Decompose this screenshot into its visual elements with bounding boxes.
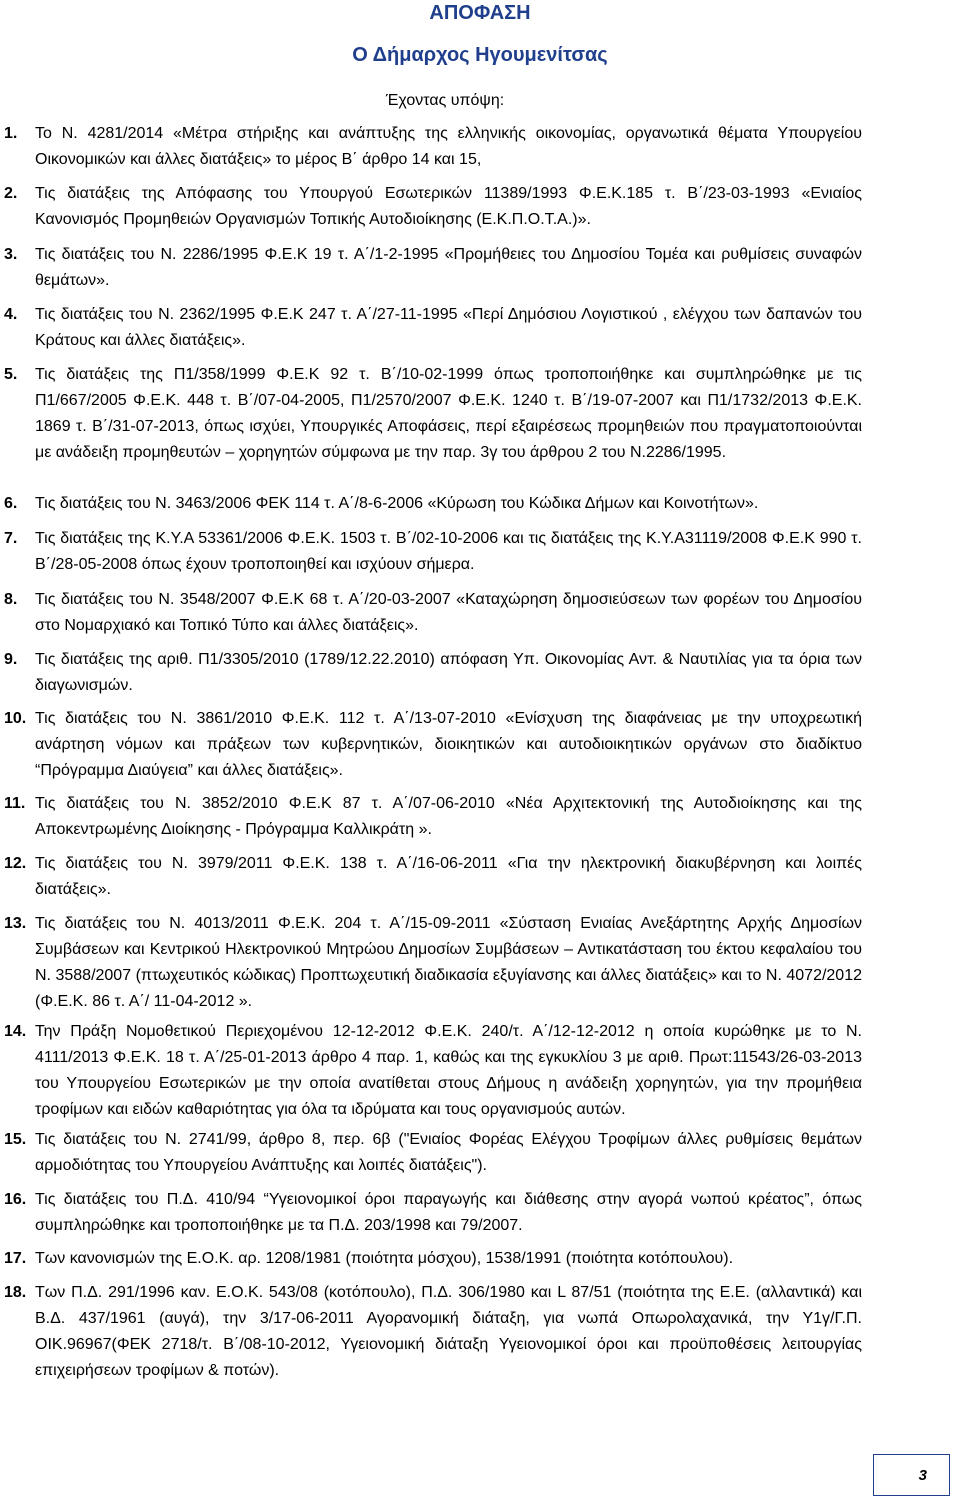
item-number: 1.: [4, 125, 18, 142]
item-text: Τις διατάξεις του Ν. 3979/2011 Φ.Ε.Κ. 138 τ. Α΄/16-06-2011 «Για την ηλεκτρονική διακυβέρνηση και λοιπές διατάξεις».: [35, 855, 862, 898]
item-number: 11.: [4, 795, 26, 812]
document-title: ΑΠΟΦΑΣΗ: [429, 2, 531, 24]
item-text: Τις διατάξεις του Ν. 3852/2010 Φ.Ε.Κ 87 τ. Α΄/07-06-2010 «Νέα Αρχιτεκτονική της Αυτοδιοίκησης και της Αποκεντρωμένης Διοίκησης - Πρόγραμμα Καλλικράτη ».: [35, 795, 862, 838]
item-text: Τις διατάξεις του Ν. 3861/2010 Φ.Ε.Κ. 112 τ. Α΄/13-07-2010 «Ενίσχυση της διαφάνειας με την υποχρεωτική ανάρτηση νόμων και πράξεων των κυβερνητικών, διοικητικών και αυτοδιοικητικών οργάνων στο διαδίκτυο “Πρόγραμμα Διαύγεια” και άλλες διατάξεις».: [35, 710, 862, 779]
page-number-box: [873, 1454, 950, 1496]
item-text: Τις διατάξεις του Ν. 2741/99, άρθρο 8, περ. 6β ("Ενιαίος Φορέας Ελέγχου Τροφίμων άλλες ρυθμίσεις θεμάτων αρμοδιότητας του Υπουργείου Ανάπτυξης και λοιπές διατάξεις").: [35, 1131, 862, 1174]
item-number: 2.: [4, 185, 18, 202]
item-number: 13.: [4, 915, 27, 932]
item-text: Τις διατάξεις του Ν. 4013/2011 Φ.Ε.Κ. 204 τ. Α΄/15-09-2011 «Σύσταση Ενιαίας Ανεξάρτητης Αρχής Δημοσίων Συμβάσεων και Κεντρικού Ηλεκτρονικού Μητρώου Δημοσίων Συμβάσεων – Αντικατάσταση του έκτου κεφαλαίου του Ν. 3588/2007 (πτωχευτικός κώδικας) Προπτωχευτική διαδικασία εξυγίανσης και άλλες διατάξεις» και το Ν. 4072/2012 (Φ.Ε.Κ. 86 τ. Α΄/ 11-04-2012 ».: [35, 915, 862, 1010]
item-text: Την Πράξη Νομοθετικού Περιεχομένου 12-12-2012 Φ.Ε.Κ. 240/τ. Α΄/12-12-2012 η οποία κυρώθηκε με το Ν. 4111/2013 Φ.Ε.Κ. 18 τ. Α΄/25-01-2013 άρθρο 4 παρ. 1, καθώς και της εγκυκλίου 3 με αριθ. Πρωτ:11543/26-03-2013 του Υπουργείου Εσωτερικών με την οποία ανατίθεται στους Δήμους η ανάδειξη χορηγητών, για την προμήθεια τροφίμων και ειδών καθαριότητας για όλα τα ιδρύματα και τους οργανισμούς αυτών.: [35, 1023, 862, 1118]
item-number: 12.: [4, 855, 27, 872]
item-number: 18.: [4, 1284, 27, 1301]
having-considered-heading: Έχοντας υπόψη:: [385, 92, 505, 109]
item-text: Τις διατάξεις του Π.Δ. 410/94 “Υγειονομικοί όροι παραγωγής και διάθεσης στην αγορά νωπού κρέατος”, όπως συμπληρώθηκε και τροποποιήθηκε με τα Π.Δ. 203/1998 και 79/2007.: [35, 1191, 862, 1234]
item-text: Τις διατάξεις της αριθ. Π1/3305/2010 (1789/12.22.2010) απόφαση Υπ. Οικονομίας Ανт. & Ναυτιλίας για τα όρια των διαγωνισμών.: [35, 651, 862, 694]
page-number: 3: [918, 1467, 927, 1484]
item-text: Τις διατάξεις της Απόφασης του Υπουργού Εσωτερικών 11389/1993 Φ.Ε.Κ.185 τ. Β΄/23-03-1993 «Ενιαίος Κανονισμός Προμηθειών Οργανισμών Τοπικής Αυτοδιοίκησης (Ε.Κ.Π.Ο.Τ.Α.)».: [35, 185, 862, 228]
item-text: Τις διατάξεις του Ν. 3463/2006 ΦΕΚ 114 τ. Α΄/8-6-2006 «Κύρωση του Κώδικα Δήμων και Κοινοτήτων».: [35, 495, 759, 512]
item-number: 15.: [4, 1131, 27, 1148]
document-subtitle: Ο Δήμαρχος Ηγουμενίτσας: [352, 44, 608, 66]
item-text: Τις διατάξεις του Ν. 2362/1995 Φ.Ε.Κ 247 τ. Α΄/27-11-1995 «Περί Δημόσιου Λογιστικού , ελέγχου των δαπανών του Κράτους και άλλες διατάξεις».: [35, 306, 862, 349]
item-number: 17.: [4, 1250, 27, 1267]
item-text: Το Ν. 4281/2014 «Μέτρα στήριξης και ανάπτυξης της ελληνικής οικονομίας, οργανωτικά θέματα Υπουργείου Οικονομικών και άλλες διατάξεις» το μέρος Β΄ άρθρο 14 και 15,: [35, 125, 862, 168]
item-number: 6.: [4, 495, 18, 512]
item-text: Των Π.Δ. 291/1996 καν. Ε.Ο.Κ. 543/08 (κοτόπουλο), Π.Δ. 306/1980 και L 87/51 (ποιότητα της Ε.Ε. (αλλαντικά) και Β.Δ. 437/1961 (αυγά), την 3/17-06-2011 Αγορανομική διάταξη, για νωπά Οπωρολαχανικά, την Υ1γ/Γ.Π. ΟΙΚ.96967(ΦΕΚ 2718/τ. Β΄/08-10-2012, Υγειονομική διάταξη Υγειονομικοί όροι και προϋποθέσεις λειτουργίας επιχειρήσεων τροφίμων & ποτών).: [35, 1284, 862, 1379]
item-number: 14.: [4, 1023, 27, 1040]
item-number: 10.: [4, 710, 27, 727]
item-text: Τις διατάξεις της Κ.Υ.Α 53361/2006 Φ.Ε.Κ. 1503 τ. Β΄/02-10-2006 και τις διατάξεις της Κ.Υ.Α31119/2008 Φ.Ε.Κ 990 τ. Β΄/28-05-2008 όπως έχουν τροποποιηθεί και ισχύουν σήμερα.: [35, 530, 862, 573]
item-number: 5.: [4, 366, 18, 383]
item-text: Τις διατάξεις του Ν. 2286/1995 Φ.Ε.Κ 19 τ. Α΄/1-2-1995 «Προμήθειες του Δημοσίου Τομέα και ρυθμίσεις συναφών θεμάτων».: [35, 246, 862, 289]
item-text: Τις διατάξεις του Ν. 3548/2007 Φ.Ε.Κ 68 τ. Α΄/20-03-2007 «Καταχώρηση δημοσιεύσεων των φορέων του Δημοσίου στο Νομαρχιακό και Τοπικό Τύπο και άλλες διατάξεις».: [35, 591, 862, 634]
item-number: 16.: [4, 1191, 27, 1208]
item-number: 9.: [4, 651, 18, 668]
item-text: Τις διατάξεις της Π1/358/1999 Φ.Ε.Κ 92 τ. Β΄/10-02-1999 όπως τροποποιήθηκε και συμπληρώθηκε με τις Π1/667/2005 Φ.Ε.Κ. 448 τ. Β΄/07-04-2005, Π1/2570/2007 Φ.Ε.Κ. 1240 τ. Β΄/19-07-2007 και Π1/1732/2013 Φ.Ε.Κ. 1869 τ. Β΄/31-07-2013, όπως ισχύει, Υπουργικές Αποφάσεις, περί εξαιρέσεως προμηθειών που πραγματοποιούνται με ανάδειξη προμηθευτών – χορηγητών σύμφωνα με την παρ. 3γ του άρθρου 2 του Ν.2286/1995.: [35, 366, 862, 461]
item-number: 4.: [4, 306, 18, 323]
item-number: 3.: [4, 246, 18, 263]
item-number: 8.: [4, 591, 18, 608]
item-text: Των κανονισμών της Ε.Ο.Κ. αρ. 1208/1981 (ποιότητα μόσχου), 1538/1991 (ποιότητα κοτόπουλου).: [35, 1250, 734, 1267]
item-number: 7.: [4, 530, 18, 547]
